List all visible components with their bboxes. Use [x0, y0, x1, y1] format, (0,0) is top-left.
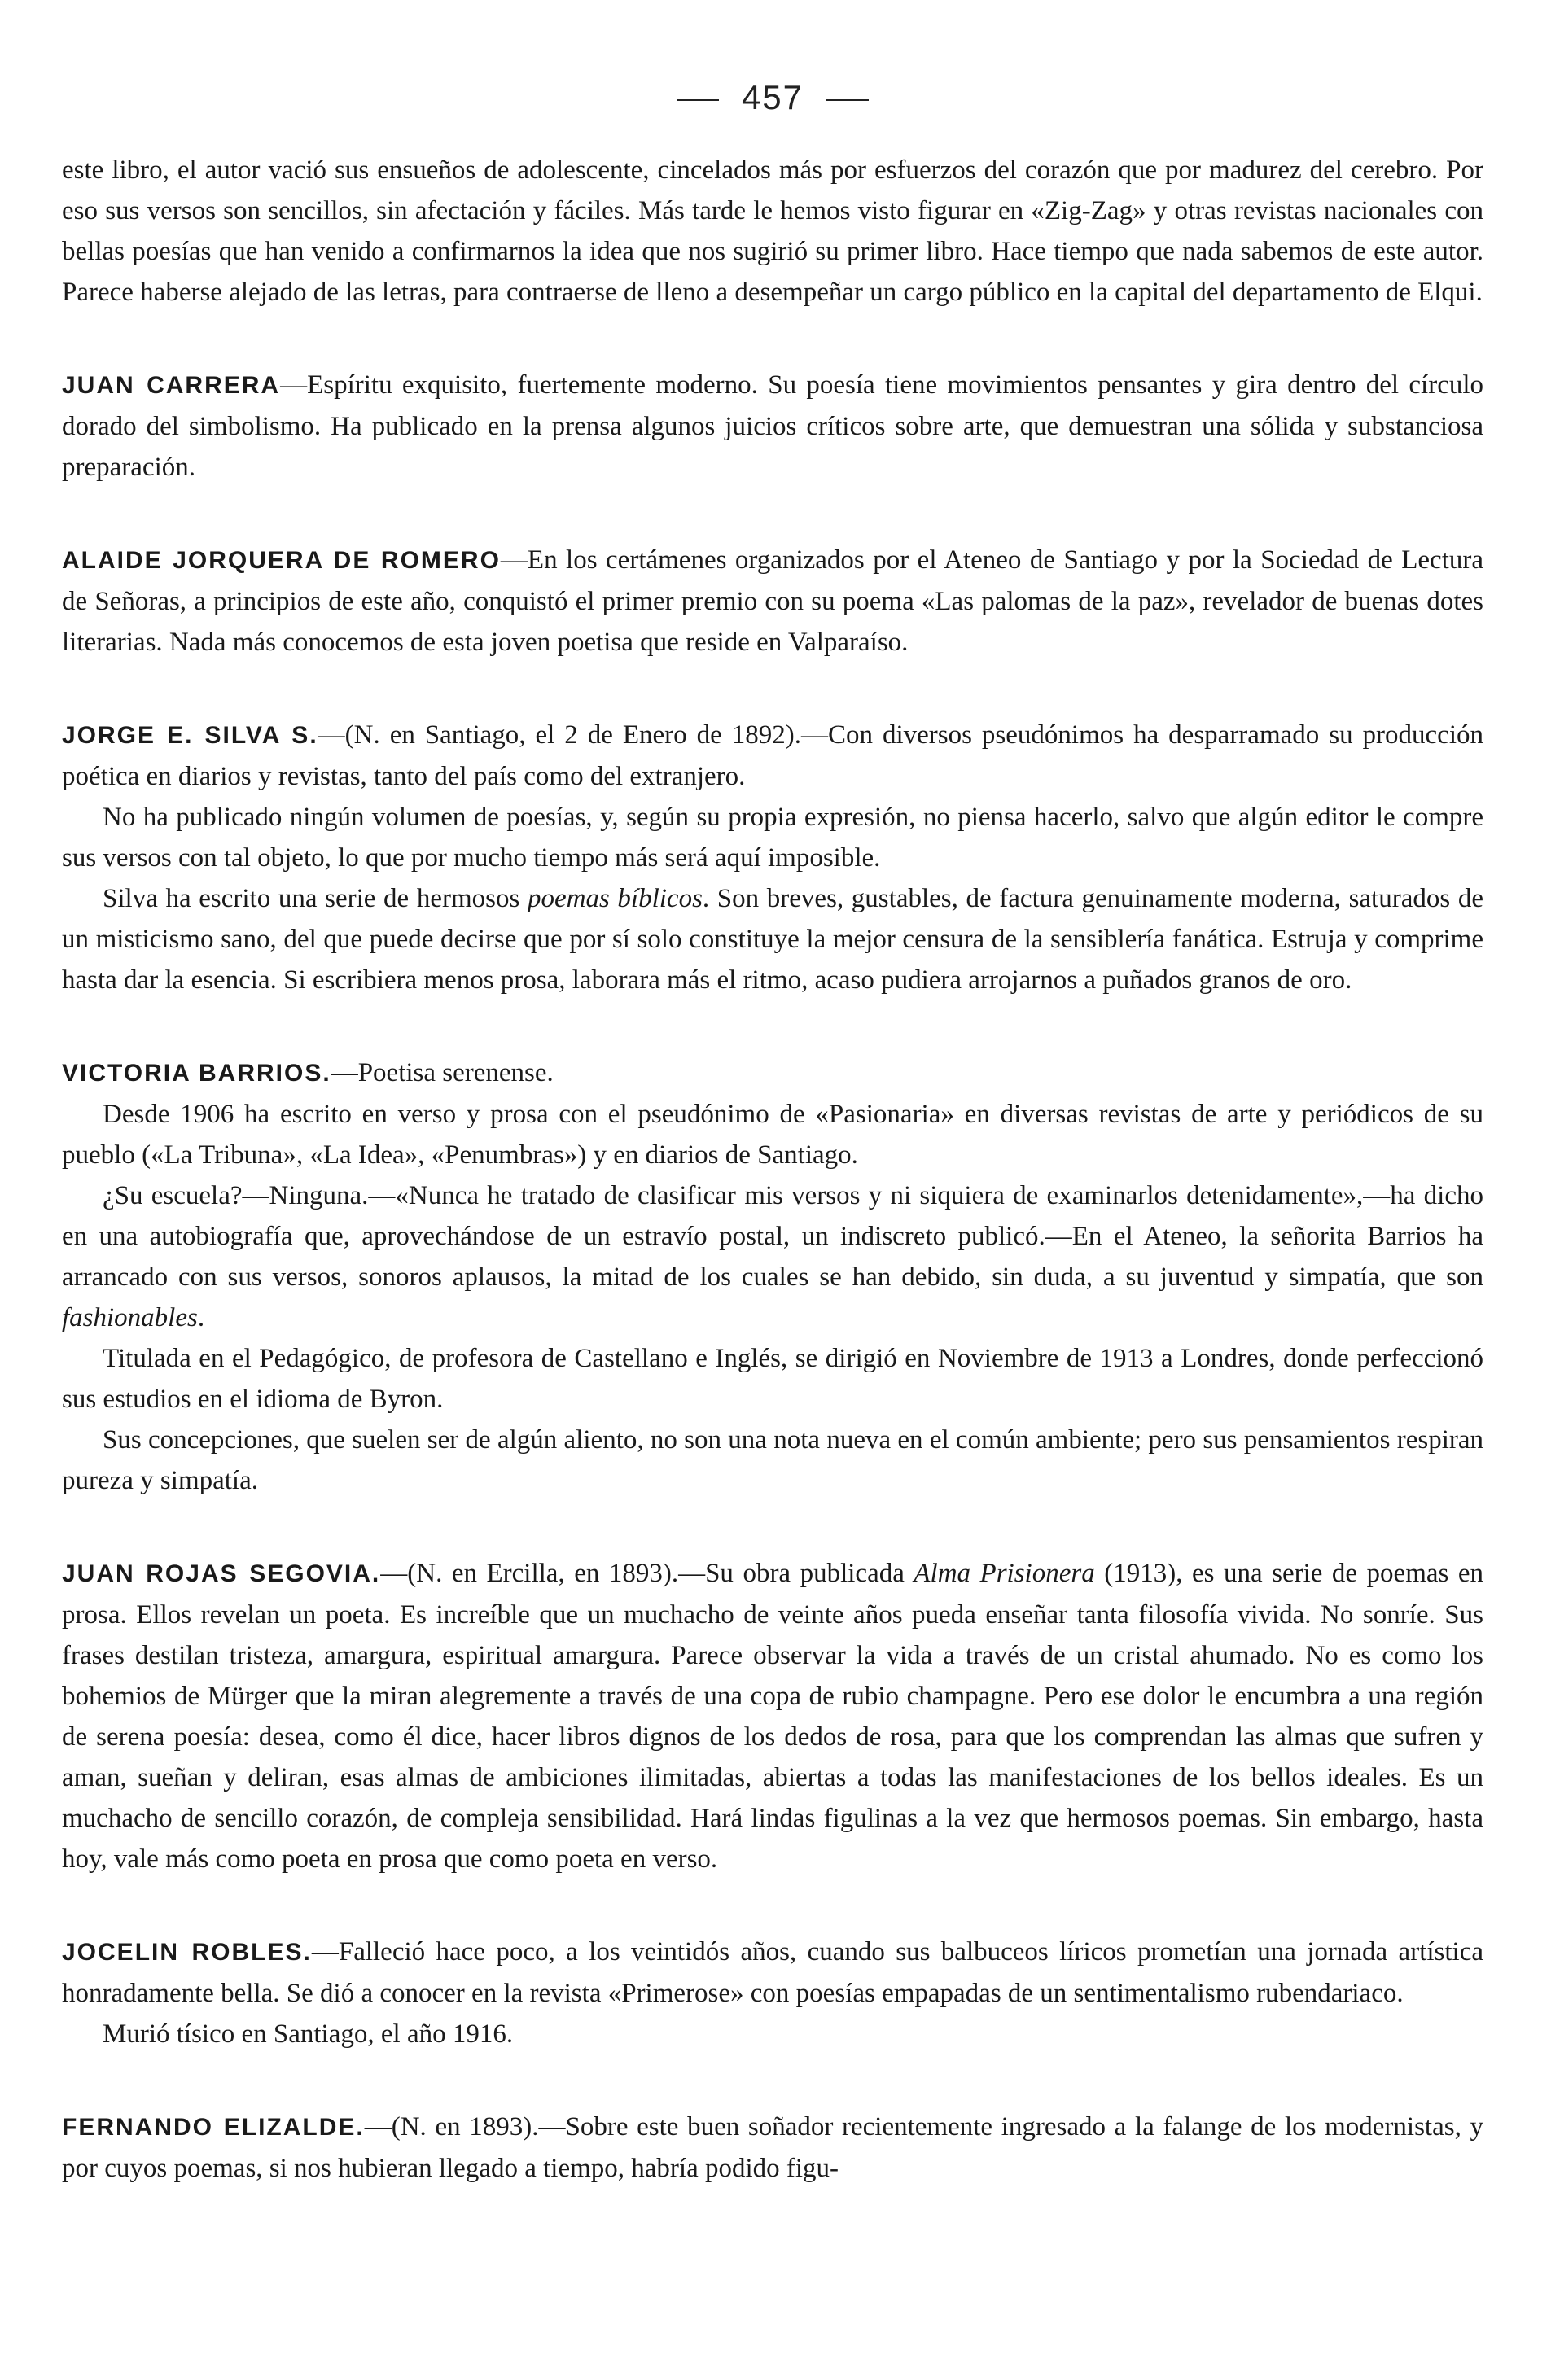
entry-paragraph: Sus concepciones, que suelen ser de algún aliento, no son una nota nueva en el común ambiente; pero sus pensamientos respiran pureza y simpatía. — [62, 1425, 1483, 1495]
entry-text: —(N. en Ercilla, en 1893).—Su obra publicada — [380, 1559, 914, 1588]
entry-text: (1913), es una serie de poemas en prosa. Ellos revelan un poeta. Es increíble que un muchacho de veinte años pueda enseñar tanta filosofía vivida. No sonríe. Sus frases destilan tristeza, amargura, espiritual amargura. Parece observar la vida a través de un cristal ahumado. No es como los bohemios de Mürger que la miran alegremente a través de una copa de rubio champagne. Pero ese dolor le encumbra a una región de serena poesía: desea, como él dice, hacer libros dignos de los dedos de rosa, para que los comprendan las almas que sufren y aman, sueñan y deliran, esas almas de ambiciones ilimitadas, abiertas a todas las manifestaciones de los bellos ideales. Es un muchacho de sencillo corazón, de compleja sensibilidad. Hará lindas figulinas a la vez que hermosos poemas. Sin embargo, hasta hoy, vale más como poeta en prosa que como poeta en verso. — [62, 1559, 1484, 1874]
entry-text: —Espíritu exquisito, fuertemente moderno. Su poesía tiene movimientos pensantes y gira dentro del círculo dorado del simbolismo. Ha publicado en la prensa algunos juicios críticos sobre arte, que demuestran una sólida y substanciosa preparación. — [62, 370, 1484, 482]
entry-jocelin-robles — [62, 1932, 1483, 2054]
entry-text: —(N. en Santiago, el 2 de Enero de 1892).—Con diversos pseudónimos ha desparramado su producción poética en diarios y revistas, tanto del país como del extranjero. — [62, 720, 1483, 791]
entry-paragraph: Titulada en el Pedagógico, de profesora de Castellano e Inglés, se dirigió en Noviembre de 1913 a Londres, donde perfeccionó sus estudios en el idioma de Byron. — [62, 1344, 1483, 1414]
author-name: VICTORIA BARRIOS. — [62, 1060, 331, 1087]
entry-juan-rojas-segovia — [62, 1553, 1483, 1879]
entry-paragraph — [62, 1932, 1483, 2014]
entry-paragraph — [62, 715, 1483, 797]
entry-text: —Poetisa serenense. — [331, 1058, 554, 1087]
entry-paragraph: Murió tísico en Santiago, el año 1916. — [103, 2019, 514, 2049]
entry-juan-carrera — [62, 365, 1483, 488]
author-name: JOCELIN ROBLES. — [62, 1939, 312, 1966]
entry-text: —(N. en 1893).—Sobre este buen soñador recientemente ingresado a la falange de los modernistas, y por cuyos poemas, si nos hubieran llegado a tiempo, habría podido figu- — [62, 2112, 1483, 2183]
entry-jorge-silva — [62, 715, 1483, 1000]
book-page — [62, 78, 1483, 2189]
entry-paragraph — [62, 1553, 1483, 1879]
entry-paragraph — [62, 2107, 1483, 2189]
entry-text: ¿Su escuela?—Ninguna.—«Nunca he tratado de clasificar mis versos y ni siquiera de examinarlos detenidamente»,—ha dicho en una autobiografía que, aprovechándose de un estravío postal, un indiscreto publicó.—En el Ateneo, la señorita Barrios ha arrancado con sus versos, sonoros aplausos, la mitad de los cuales se han debido, sin duda, a su juventud y simpatía, que son — [62, 1181, 1483, 1292]
entry-paragraph — [62, 365, 1483, 488]
entry-text: —En los certámenes organizados por el Ateneo de Santiago y por la Sociedad de Lectura de Señoras, a principios de este año, conquistó el primer premio con su poema «Las palomas de la paz», revelador de buenas dotes literarias. Nada más conocemos de esta joven poetisa que reside en Valparaíso. — [62, 545, 1483, 657]
entry-text: . — [197, 1303, 205, 1332]
entry-alaide-jorquera — [62, 540, 1483, 663]
entry-paragraph: No ha publicado ningún volumen de poesías, y, según su propia expresión, no piensa hacerlo, salvo que algún editor le compre sus versos con tal objeto, lo que por mucho tiempo más será aquí imposible. — [62, 803, 1483, 873]
entry-victoria-barrios — [62, 1052, 1483, 1501]
author-name: FERNANDO ELIZALDE. — [62, 2114, 365, 2141]
author-name: JUAN CARRERA — [62, 372, 281, 399]
entry-text: . Son breves, gustables, de factura genuinamente moderna, saturados de un misticismo sano, del que puede decirse que por sí solo constituye la mejor censura de la sensiblería fanática. Estruja y comprime hasta dar la esencia. Si escribiera menos prosa, laborara más el ritmo, acaso pudiera arrojarnos a puñados granos de oro. — [62, 884, 1483, 995]
entry-text: —Falleció hace poco, a los veintidós años, cuando sus balbuceos líricos prometían una jornada artística honradamente bella. Se dió a conocer en la revista «Primerose» con poesías empapadas de un sentimentalismo rubendariaco. — [62, 1937, 1484, 2008]
italic-title: poemas bíblicos — [527, 884, 703, 913]
entry-paragraph — [62, 1052, 1483, 1094]
page-number-header — [62, 78, 1483, 117]
author-name: JUAN ROJAS SEGOVIA. — [62, 1560, 381, 1587]
author-name: ALAIDE JORQUERA DE ROMERO — [62, 547, 501, 574]
entry-fernando-elizalde — [62, 2107, 1483, 2189]
entry-paragraph — [62, 540, 1483, 663]
author-name: JORGE E. SILVA S. — [62, 722, 318, 749]
entry-paragraph — [62, 878, 1483, 1000]
page-number: 457 — [741, 78, 804, 116]
entry-paragraph: Desde 1906 ha escrito en verso y prosa con el pseudónimo de «Pasionaria» en diversas revistas de arte y periódicos de su pueblo («La Tribuna», «La Idea», «Penumbras») y en diarios de Santiago. — [62, 1100, 1483, 1170]
entry-text: Silva ha escrito una serie de hermosos — [103, 884, 528, 913]
italic-title: Alma Prisionera — [914, 1559, 1095, 1588]
italic-word: fashionables — [62, 1303, 198, 1332]
dash-left — [677, 99, 719, 101]
intro-paragraph: este libro, el autor vació sus ensueños de adolescente, cincelados más por esfuerzos del corazón que por madurez del cerebro. Por eso sus versos son sencillos, sin afectación y fáciles. Más tarde le hemos visto figurar en «Zig-Zag» y otras revistas nacionales con bellas poesías que han venido a confirmarnos la idea que nos sugirió su primer libro. Hace tiempo que nada sabemos de este autor. Parece haberse alejado de las letras, para contraerse de lleno a desempeñar un cargo público en la capital del departamento de Elqui. — [62, 155, 1483, 307]
dash-right — [826, 99, 869, 101]
entry-paragraph — [62, 1175, 1483, 1338]
